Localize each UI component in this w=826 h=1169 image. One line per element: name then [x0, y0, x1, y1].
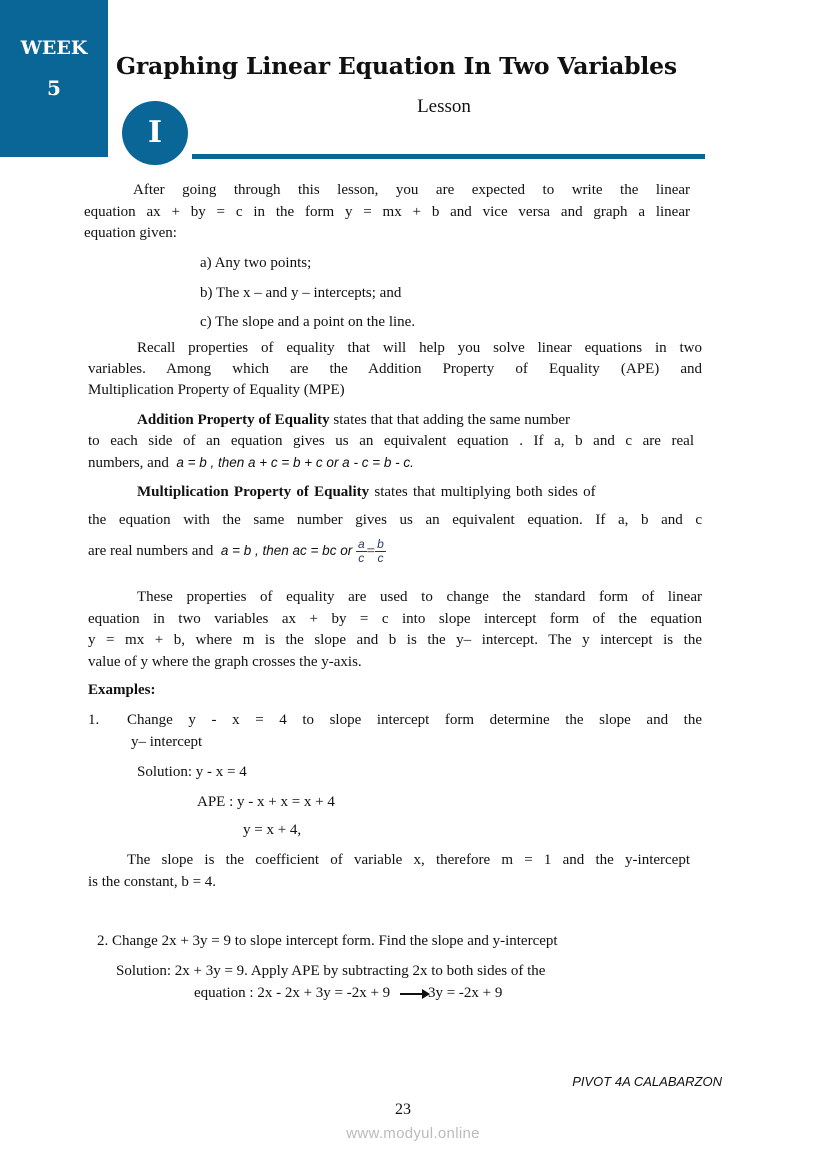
example-2-prompt: 2. Change 2x + 3y = 9 to slope intercept form. Find the slope and y-intercept	[97, 933, 558, 949]
example-2-solution: Solution: 2x + 3y = 9. Apply APE by subtracting 2x to both sides of the	[116, 963, 546, 979]
example-1-step: y = x + 4,	[243, 822, 302, 838]
fraction-b-over-c: $\frac{b}{c}$	[377, 537, 384, 565]
mpe-text: states that multiplying both sides of	[369, 484, 596, 500]
properties-line: y = mx + b, where m is the slope and b is the y– intercept. The y intercept is the	[88, 632, 702, 648]
intro-line: After going through this lesson, you are expected to write the linear	[133, 182, 690, 198]
example-1-conclusion: The slope is the coefficient of variable x, therefore m = 1 and the y-intercept	[127, 852, 690, 868]
example-2-step	[194, 984, 502, 1002]
ape-term: Addition Property of Equality	[137, 412, 330, 428]
ape-line: to each side of an equation gives us an equivalent equation . If a, b and c are real	[88, 433, 694, 449]
example-1-step: APE : y - x + x = x + 4	[197, 794, 335, 810]
section-numeral-badge: I	[122, 101, 188, 165]
examples-heading: Examples:	[88, 682, 156, 698]
week-label: WEEK	[20, 37, 88, 59]
footer-source: PIVOT 4A CALABARZON	[572, 1074, 722, 1089]
ape-line	[88, 454, 414, 472]
ape-text: numbers, and	[88, 455, 173, 471]
arrow-right-icon	[400, 993, 428, 995]
equals-sign: =	[366, 543, 376, 560]
list-item: b) The x – and y – intercepts; and	[200, 285, 402, 301]
watermark: www.modyul.online	[346, 1125, 480, 1142]
mpe-line	[88, 538, 386, 565]
list-item: a) Any two points;	[200, 255, 312, 271]
ape-math: a = b , then a + c = b + c or a - c = b - c.	[176, 455, 414, 470]
properties-line: value of y where the graph crosses the y-axis.	[88, 654, 362, 670]
lesson-subtitle: Lesson	[417, 96, 471, 117]
example-1-solution: Solution: y - x = 4	[137, 764, 247, 780]
recall-line: variables. Among which are the Addition Property of Equality (APE) and	[88, 361, 702, 377]
ape-text: states that that adding the same number	[329, 412, 571, 428]
week-banner	[0, 0, 108, 157]
example-2-step-right: 3y = -2x + 9	[427, 985, 503, 1001]
properties-line: These properties of equality are used to change the standard form of linear	[137, 589, 702, 605]
header-divider	[192, 154, 705, 159]
ape-definition	[137, 411, 570, 429]
example-1-prompt: y– intercept	[131, 734, 203, 750]
page-number: 23	[395, 1101, 411, 1118]
example-2-step-left: equation : 2x - 2x + 3y = -2x + 9	[194, 985, 394, 1001]
fraction-a-over-c: $\frac{a}{c}$	[357, 537, 365, 565]
page-title: Graphing Linear Equation In Two Variables	[116, 52, 677, 80]
mpe-line: the equation with the same number gives us an equivalent equation. If a, b and c	[88, 512, 702, 528]
week-number: 5	[47, 76, 61, 100]
properties-line: equation in two variables ax + by = c into slope intercept form of the equation	[88, 611, 702, 627]
mpe-math: a = b , then ac = bc or	[220, 542, 353, 558]
recall-line: Recall properties of equality that will help you solve linear equations in two	[137, 340, 702, 356]
mpe-term: Multiplication Property of Equality	[137, 484, 370, 500]
mpe-definition	[137, 483, 596, 501]
mpe-text: are real numbers and	[88, 542, 218, 559]
recall-line: Multiplication Property of Equality (MPE)	[88, 382, 345, 398]
intro-line: equation ax + by = c in the form y = mx + b and vice versa and graph a linear	[84, 204, 690, 220]
example-1-prompt: Change y - x = 4 to slope intercept form determine the slope and the	[127, 712, 702, 728]
intro-line: equation given:	[84, 225, 177, 241]
example-1-conclusion: is the constant, b = 4.	[88, 874, 217, 890]
list-item: c) The slope and a point on the line.	[200, 314, 416, 330]
example-number: 1.	[88, 712, 100, 728]
